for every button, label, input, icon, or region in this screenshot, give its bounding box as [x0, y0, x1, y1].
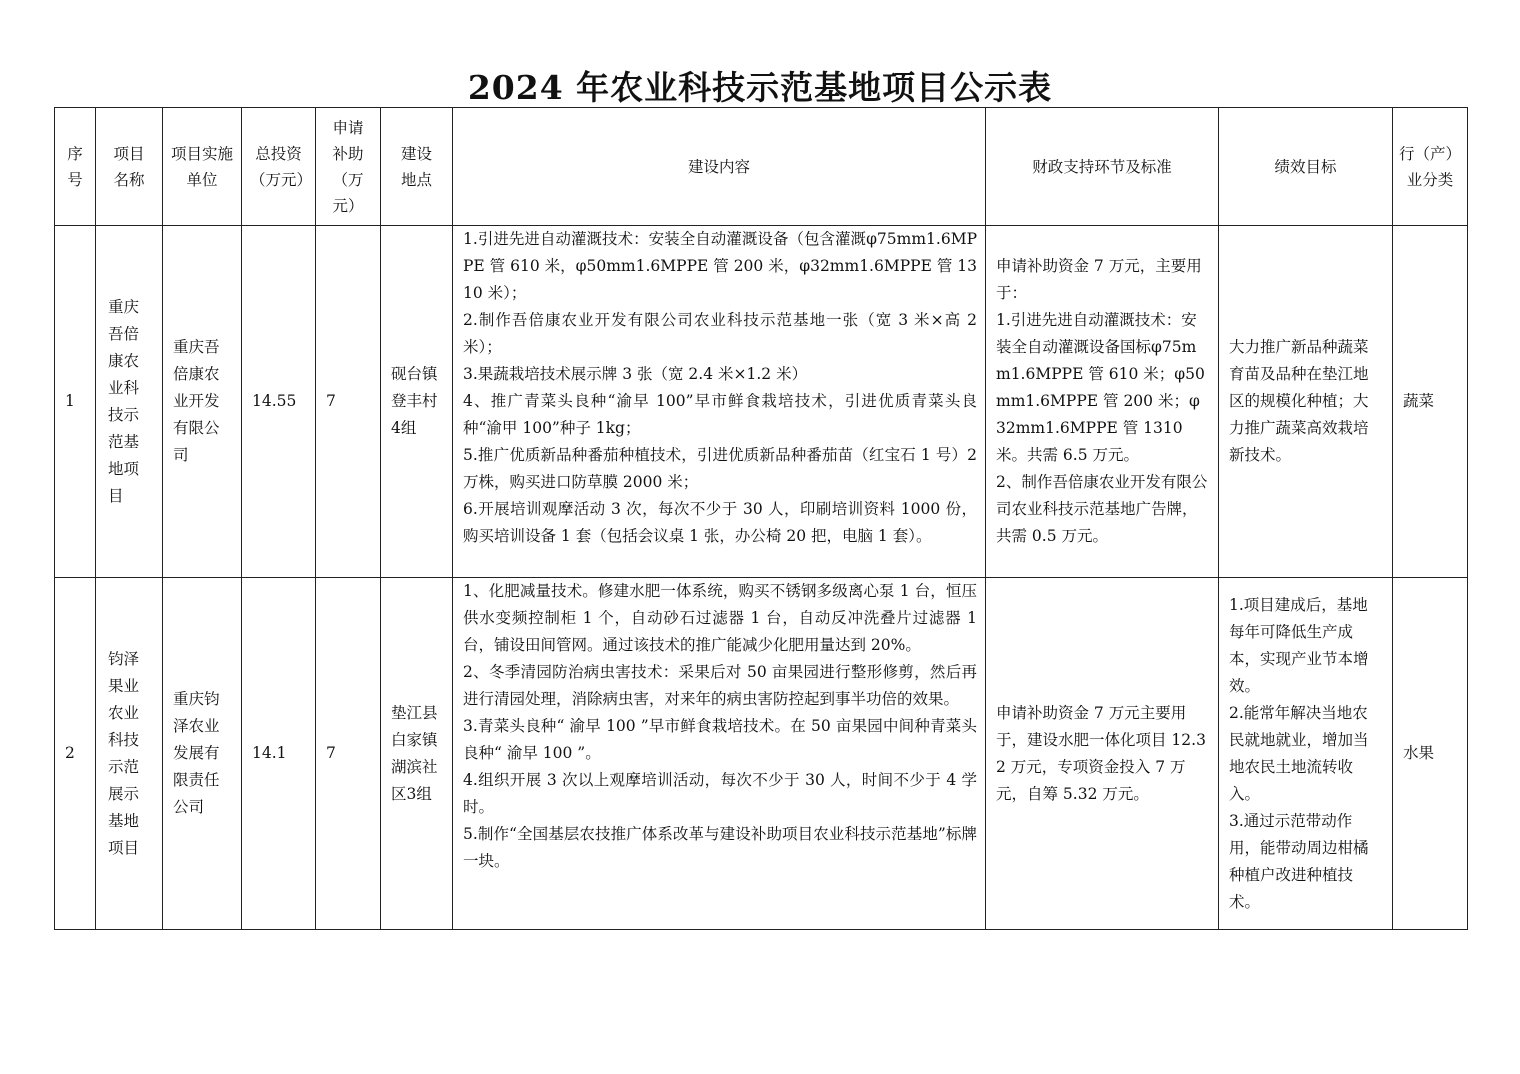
- header-content: 建设内容: [453, 108, 986, 226]
- header-goal: 绩效目标: [1219, 108, 1393, 226]
- content-line: 3.青菜头良种“ 渝早 100 ”早市鲜食栽培技术。在 50 亩果园中间种青菜头良种“ 渝早 100 ”。: [463, 717, 977, 762]
- header-subsidy: 申请补助（万元）: [316, 108, 381, 226]
- cell-subsidy: 7: [316, 578, 381, 930]
- cell-support: [986, 578, 1219, 930]
- goal-line: 大力推广新品种蔬菜育苗及品种在垫江地区的规模化种植；大力推广蔬菜高效栽培新技术。: [1229, 338, 1369, 464]
- goal-line: 3.通过示范带动作用，能带动周边柑橘种植户改进种植技术。: [1229, 811, 1369, 911]
- cell-unit: 重庆钧泽农业发展有限责任公司: [163, 578, 242, 930]
- header-unit: 项目实施单位: [163, 108, 242, 226]
- content-line: 5.制作“全国基层农技推广体系改革与建设补助项目农业科技示范基地”标牌一块。: [463, 825, 977, 870]
- cell-subsidy: 7: [316, 226, 381, 578]
- table-header-row: [55, 108, 1468, 226]
- goal-line: 2.能常年解决当地农民就地就业，增加当地农民土地流转收入。: [1229, 703, 1369, 803]
- cell-category: 蔬菜: [1393, 226, 1468, 578]
- content-line: 4.组织开展 3 次以上观摩培训活动，每次不少于 30 人，时间不少于 4 学时。: [463, 771, 977, 816]
- support-line: 2、制作吾倍康农业开发有限公司农业科技示范基地广告牌，共需 0.5 万元。: [996, 473, 1208, 545]
- header-support: 财政支持环节及标准: [986, 108, 1219, 226]
- header-total: 总投资（万元）: [242, 108, 316, 226]
- support-line: 1.引进先进自动灌溉技术：安装全自动灌溉设备国标φ75mm1.6MPPE 管 610 米；φ50mm1.6MPPE 管 200 米；φ32mm1.6MPPE 管 1310 米。共需 6.5 万元。: [996, 311, 1205, 464]
- content-line: 5.推广优质新品种番茄种植技术，引进优质新品种番茄苗（红宝石 1 号）2 万株，购买进口防草膜 2000 米；: [463, 446, 977, 491]
- content-line: 3.果蔬栽培技术展示牌 3 张（宽 2.4 米×1.2 米）: [463, 365, 808, 383]
- table-row: [55, 226, 1468, 578]
- cell-support: [986, 226, 1219, 578]
- goal-line: 1.项目建成后，基地每年可降低生产成本，实现产业节本增效。: [1229, 595, 1369, 695]
- cell-total: 14.1: [242, 578, 316, 930]
- cell-name: 钧泽果业农业科技示范展示基地项目: [96, 578, 163, 930]
- cell-goal: [1219, 226, 1393, 578]
- cell-goal: [1219, 578, 1393, 930]
- cell-content: [453, 578, 986, 930]
- header-seq: 序号: [55, 108, 96, 226]
- cell-content: [453, 226, 986, 578]
- content-line: 2、冬季清园防治病虫害技术：采果后对 50 亩果园进行整形修剪，然后再进行清园处理，消除病虫害，对来年的病虫害防控起到事半功倍的效果。: [463, 663, 977, 708]
- header-name: 项目名称: [96, 108, 163, 226]
- content-line: 2.制作吾倍康农业开发有限公司农业科技示范基地一张（宽 3 米×高 2 米）；: [463, 311, 977, 356]
- cell-location: 垫江县白家镇湖滨社区3组: [381, 578, 453, 930]
- support-line: 申请补助资金 7 万元主要用于，建设水肥一体化项目 12.32 万元，专项资金投入 7 万元，自筹 5.32 万元。: [996, 703, 1206, 803]
- cell-seq: 2: [55, 578, 96, 930]
- cell-unit: 重庆吾倍康农业开发有限公司: [163, 226, 242, 578]
- content-line: 1、化肥减量技术。修建水肥一体系统，购买不锈钢多级离心泵 1 台，恒压供水变频控制柜 1 个，自动砂石过滤器 1 台，自动反冲洗叠片过滤器 1 台，铺设田间管网。通过该技术的推广能减少化肥用量达到 20%。: [463, 582, 977, 654]
- cell-category: 水果: [1393, 578, 1468, 930]
- support-line: 申请补助资金 7 万元，主要用于：: [996, 257, 1202, 302]
- content-line: 4、推广青菜头良种“渝早 100”早市鲜食栽培技术，引进优质青菜头良种“渝甲 100”种子 1kg；: [463, 392, 977, 437]
- header-location: 建设地点: [381, 108, 453, 226]
- cell-name: 重庆吾倍康农业科技示范基地项目: [96, 226, 163, 578]
- page-title: 2024 年农业科技示范基地项目公示表: [467, 68, 1053, 107]
- cell-seq: 1: [55, 226, 96, 578]
- header-category: 行（产）业分类: [1393, 108, 1468, 226]
- content-line: 1.引进先进自动灌溉技术：安装全自动灌溉设备（包含灌溉φ75mm1.6MPPE 管 610 米，φ50mm1.6MPPE 管 200 米，φ32mm1.6MPPE 管 1310 米）；: [463, 230, 977, 302]
- table-row: [55, 578, 1468, 930]
- project-table: [54, 107, 1468, 930]
- cell-location: 砚台镇登丰村4组: [381, 226, 453, 578]
- content-line: 6.开展培训观摩活动 3 次，每次不少于 30 人，印刷培训资料 1000 份，购买培训设备 1 套（包括会议桌 1 张，办公椅 20 把，电脑 1 套）。: [463, 500, 977, 545]
- cell-total: 14.55: [242, 226, 316, 578]
